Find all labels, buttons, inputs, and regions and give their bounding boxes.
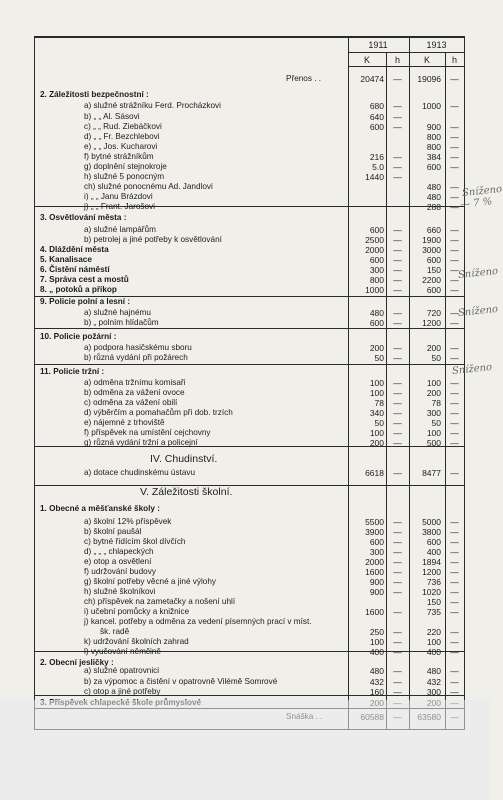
row-label: c) otop a jiné potřeby bbox=[84, 687, 161, 696]
section-rule bbox=[34, 364, 464, 365]
heller-dash-cell: — bbox=[450, 192, 459, 202]
heller-dash-cell: — bbox=[393, 408, 402, 418]
row-label: d) „ „ Fr. Bezchlebovi bbox=[84, 132, 160, 141]
amount-cell: 900 bbox=[369, 577, 384, 587]
scan-shadow bbox=[0, 700, 491, 800]
heller-dash-cell: — bbox=[393, 418, 402, 428]
heller-dash-cell: — bbox=[393, 162, 402, 172]
amount-cell: 200 bbox=[426, 343, 441, 353]
heller-dash-cell: — bbox=[393, 677, 402, 687]
heller-dash-cell: — bbox=[393, 687, 402, 697]
heller-dash-cell: — bbox=[393, 378, 402, 388]
amount-cell: 400 bbox=[426, 547, 441, 557]
heller-dash-cell: — bbox=[450, 527, 459, 537]
heller-dash-cell: — bbox=[450, 398, 459, 408]
amount-cell: 150 bbox=[426, 265, 441, 275]
heller-dash-cell: — bbox=[450, 353, 459, 363]
amount-cell: 1000 bbox=[365, 285, 384, 295]
heller-dash-cell: — bbox=[393, 74, 402, 84]
row-label: e) nájemné z trhoviště bbox=[84, 418, 165, 427]
amount-cell: 3000 bbox=[422, 245, 441, 255]
row-label: ch) příspěvek na zametačky a nošení uhlí bbox=[84, 597, 236, 606]
amount-cell: 432 bbox=[369, 677, 384, 687]
amount-cell: 800 bbox=[426, 142, 441, 152]
heller-dash-cell: — bbox=[450, 597, 459, 607]
amount-cell: 50 bbox=[374, 353, 384, 363]
amount-cell: 1000 bbox=[422, 101, 441, 111]
amount-cell: 480 bbox=[426, 192, 441, 202]
amount-cell: 78 bbox=[431, 398, 441, 408]
row-label: a) podpora hasičskému sboru bbox=[84, 343, 192, 352]
row-label: a) služné lampářům bbox=[84, 225, 156, 234]
row-label: a) služné hajnému bbox=[84, 308, 151, 317]
amount-cell: 1894 bbox=[422, 557, 441, 567]
amount-cell: 5500 bbox=[365, 517, 384, 527]
year-1911-header: 1911 bbox=[368, 40, 388, 50]
amount-cell: 600 bbox=[426, 537, 441, 547]
heller-dash-cell: — bbox=[450, 122, 459, 132]
amount-cell: 735 bbox=[426, 607, 441, 617]
heller-dash-cell: — bbox=[450, 408, 459, 418]
row-label: a) služné opatrovnici bbox=[84, 666, 160, 675]
amount-cell: 200 bbox=[369, 343, 384, 353]
heller-dash-cell: — bbox=[393, 567, 402, 577]
amount-cell: 288 bbox=[426, 202, 441, 212]
row-label: g) doplnění stejnokroje bbox=[84, 162, 167, 171]
heller-dash-cell: — bbox=[393, 557, 402, 567]
amount-cell: 600 bbox=[369, 122, 384, 132]
amount-cell: 100 bbox=[426, 428, 441, 438]
amount-cell: 5000 bbox=[422, 517, 441, 527]
amount-cell: 150 bbox=[426, 597, 441, 607]
year-1913-header: 1913 bbox=[426, 40, 447, 50]
row-label: a) dotace chudinskému ústavu bbox=[84, 468, 196, 477]
amount-cell: 100 bbox=[426, 378, 441, 388]
amount-cell: 640 bbox=[369, 112, 384, 122]
heller-dash-cell: — bbox=[393, 647, 402, 657]
amount-cell: 1600 bbox=[365, 567, 384, 577]
amount-cell: 2500 bbox=[365, 235, 384, 245]
heller-dash-cell: — bbox=[450, 318, 459, 328]
row-label: 9. Policie polní a lesní : bbox=[40, 297, 131, 306]
row-label: b) různá vydání při požárech bbox=[84, 353, 188, 362]
amount-cell: 1440 bbox=[365, 172, 384, 182]
row-label: b) školní paušál bbox=[84, 527, 142, 536]
row-label: h) služné školníkovi bbox=[84, 587, 156, 596]
amount-cell: 400 bbox=[426, 647, 441, 657]
h-header-1913: h bbox=[451, 55, 457, 65]
heller-dash-cell: — bbox=[393, 468, 402, 478]
section-rule bbox=[34, 328, 464, 329]
amount-cell: 100 bbox=[369, 428, 384, 438]
heller-dash-cell: — bbox=[450, 537, 459, 547]
heller-dash-cell: — bbox=[393, 388, 402, 398]
heller-dash-cell: — bbox=[393, 122, 402, 132]
amount-cell: 300 bbox=[426, 408, 441, 418]
amount-cell: 340 bbox=[369, 408, 384, 418]
row-label: a) odměna tržnímu komisaři bbox=[84, 378, 186, 387]
heller-dash-cell: — bbox=[450, 687, 459, 697]
row-label: ch) služné ponocnému Ad. Jandlovi bbox=[84, 182, 213, 191]
amount-cell: 200 bbox=[426, 388, 441, 398]
heller-dash-cell: — bbox=[450, 587, 459, 597]
amount-cell: 100 bbox=[369, 637, 384, 647]
amount-cell: 480 bbox=[426, 182, 441, 192]
heller-dash-cell: — bbox=[450, 677, 459, 687]
amount-cell: 216 bbox=[369, 152, 384, 162]
top-rule bbox=[34, 36, 464, 38]
heller-dash-cell: — bbox=[393, 112, 402, 122]
amount-cell: 8477 bbox=[422, 468, 441, 478]
amount-cell: 600 bbox=[369, 255, 384, 265]
heller-dash-cell: — bbox=[393, 517, 402, 527]
row-label: V. Záležitosti školní. bbox=[140, 486, 233, 498]
amount-cell: 1600 bbox=[365, 607, 384, 617]
heller-dash-cell: — bbox=[450, 388, 459, 398]
amount-cell: 400 bbox=[369, 647, 384, 657]
heller-dash-cell: — bbox=[393, 225, 402, 235]
heller-dash-cell: — bbox=[450, 235, 459, 245]
right-edge-line bbox=[464, 36, 465, 730]
row-label: 3. Osvětlování města : bbox=[40, 213, 127, 222]
heller-dash-cell: — bbox=[450, 378, 459, 388]
amount-cell: 600 bbox=[369, 225, 384, 235]
amount-cell: 100 bbox=[426, 637, 441, 647]
amount-cell: 200 bbox=[369, 438, 384, 448]
k-header-1911: K bbox=[363, 55, 370, 65]
row-label: IV. Chudinství. bbox=[150, 453, 218, 465]
heller-dash-cell: — bbox=[393, 255, 402, 265]
amount-cell: 100 bbox=[369, 388, 384, 398]
row-label: b) odměna za vážení ovoce bbox=[84, 388, 185, 397]
pencil-note: — 7 % bbox=[459, 196, 493, 211]
row-label: d) výběrčím a pomahačům při dob. trzích bbox=[84, 408, 233, 417]
amount-cell: 160 bbox=[369, 687, 384, 697]
heller-dash-cell: — bbox=[393, 537, 402, 547]
row-label: b) za výpomoc a čistění v opatrovně Vilémě Somrové bbox=[84, 677, 278, 686]
heller-dash-cell: — bbox=[393, 587, 402, 597]
col-h1-left-line bbox=[386, 52, 387, 730]
heller-dash-cell: — bbox=[450, 343, 459, 353]
heller-dash-cell: — bbox=[450, 577, 459, 587]
row-label: 6. Čistění náměstí bbox=[40, 265, 110, 274]
pencil-note: Sníženo bbox=[457, 303, 499, 320]
amount-cell: 432 bbox=[426, 677, 441, 687]
heller-dash-cell: — bbox=[393, 235, 402, 245]
heller-dash-cell: — bbox=[393, 428, 402, 438]
heller-dash-cell: — bbox=[450, 647, 459, 657]
heller-dash-cell: — bbox=[450, 265, 459, 275]
row-label: b) „ polním hlídačům bbox=[84, 318, 159, 327]
row-label: g) různá vydání tržní a policejní bbox=[84, 438, 198, 447]
row-label: f) udržování budovy bbox=[84, 567, 156, 576]
h-header-1911: h bbox=[394, 55, 400, 65]
amount-cell: 50 bbox=[431, 418, 441, 428]
heller-dash-cell: — bbox=[393, 637, 402, 647]
amount-cell: 3900 bbox=[365, 527, 384, 537]
heller-dash-cell: — bbox=[450, 438, 459, 448]
heller-dash-cell: — bbox=[393, 398, 402, 408]
heller-dash-cell: — bbox=[450, 142, 459, 152]
left-margin-line bbox=[34, 36, 35, 730]
amount-cell: 300 bbox=[369, 547, 384, 557]
header-mid-rule bbox=[348, 52, 464, 53]
amount-cell: 3800 bbox=[422, 527, 441, 537]
k-header-1913: K bbox=[423, 55, 430, 65]
amount-cell: 78 bbox=[374, 398, 384, 408]
row-label: 2. Záležitosti bezpečnostní : bbox=[40, 90, 149, 99]
heller-dash-cell: — bbox=[393, 245, 402, 255]
heller-dash-cell: — bbox=[450, 101, 459, 111]
amount-cell: 5.0 bbox=[372, 162, 384, 172]
row-label: 4. Dláždění města bbox=[40, 245, 109, 254]
section-rule bbox=[34, 485, 464, 486]
heller-dash-cell: — bbox=[450, 182, 459, 192]
heller-dash-cell: — bbox=[450, 428, 459, 438]
heller-dash-cell: — bbox=[450, 418, 459, 428]
row-label: c) bytné řídícím škol dívčích bbox=[84, 537, 186, 546]
row-label: b) petrolej a jiné potřeby k osvětlování bbox=[84, 235, 222, 244]
pencil-note: Sníženo bbox=[451, 361, 493, 378]
pencil-note: Sníženo bbox=[457, 265, 499, 282]
amount-cell: 500 bbox=[426, 438, 441, 448]
heller-dash-cell: — bbox=[450, 567, 459, 577]
row-label: 1. Obecné a měšťanské školy : bbox=[40, 504, 160, 513]
heller-dash-cell: — bbox=[393, 607, 402, 617]
row-label: c) „ „ Rud. Ziebáčkovi bbox=[84, 122, 162, 131]
amount-cell: 2000 bbox=[365, 557, 384, 567]
heller-dash-cell: — bbox=[450, 285, 459, 295]
row-label: e) „ „ Jos. Kucharovi bbox=[84, 142, 158, 151]
amount-cell: 680 bbox=[369, 101, 384, 111]
heller-dash-cell: — bbox=[450, 132, 459, 142]
row-label: j) „ „ Frant. Jarošovi bbox=[84, 202, 155, 211]
amount-cell: 720 bbox=[426, 308, 441, 318]
heller-dash-cell: — bbox=[450, 607, 459, 617]
row-label: i) učební pomůcky a knižnice bbox=[84, 607, 190, 616]
heller-dash-cell: — bbox=[450, 557, 459, 567]
row-label: 11. Policie tržní : bbox=[40, 367, 105, 376]
amount-cell: 300 bbox=[426, 687, 441, 697]
header-bottom-rule bbox=[348, 66, 464, 67]
heller-dash-cell: — bbox=[450, 225, 459, 235]
heller-dash-cell: — bbox=[393, 438, 402, 448]
heller-dash-cell: — bbox=[450, 517, 459, 527]
heller-dash-cell: — bbox=[393, 318, 402, 328]
amount-cell: 300 bbox=[369, 265, 384, 275]
row-label: i) „ „ Janu Brázdovi bbox=[84, 192, 153, 201]
amount-cell: 480 bbox=[369, 308, 384, 318]
amount-cell: 6618 bbox=[365, 468, 384, 478]
row-label: k) udržování školních zahrad bbox=[84, 637, 189, 646]
amount-cell: 480 bbox=[426, 666, 441, 676]
row-label: a) služné strážníku Ferd. Procházkovi bbox=[84, 101, 221, 110]
heller-dash-cell: — bbox=[393, 275, 402, 285]
heller-dash-cell: — bbox=[450, 666, 459, 676]
heller-dash-cell: — bbox=[450, 275, 459, 285]
amount-cell: 600 bbox=[369, 537, 384, 547]
amount-cell: 480 bbox=[369, 666, 384, 676]
heller-dash-cell: — bbox=[393, 627, 402, 637]
row-label: f) příspěvek na umístění cejchovny bbox=[84, 428, 211, 437]
row-label: šk. radě bbox=[100, 627, 130, 636]
heller-dash-cell: — bbox=[450, 255, 459, 265]
row-label: b) „ „ Al. Sásovi bbox=[84, 112, 140, 121]
amount-cell: 800 bbox=[426, 132, 441, 142]
heller-dash-cell: — bbox=[450, 152, 459, 162]
heller-dash-cell: — bbox=[393, 666, 402, 676]
amount-cell: 1200 bbox=[422, 318, 441, 328]
pencil-note: Sníženo bbox=[461, 183, 503, 200]
heller-dash-cell: — bbox=[393, 265, 402, 275]
row-label: g) školní potřeby věcné a jiné výlohy bbox=[84, 577, 216, 586]
row-label: 5. Kanalisace bbox=[40, 255, 92, 264]
amount-cell: 1900 bbox=[422, 235, 441, 245]
amount-cell: 1200 bbox=[422, 567, 441, 577]
heller-dash-cell: — bbox=[450, 637, 459, 647]
row-label: d) „ „ „ chlapeckých bbox=[84, 547, 154, 556]
row-label: h) služné 5 ponocným bbox=[84, 172, 165, 181]
amount-cell: 50 bbox=[374, 418, 384, 428]
heller-dash-cell: — bbox=[450, 627, 459, 637]
heller-dash-cell: — bbox=[450, 547, 459, 557]
heller-dash-cell: — bbox=[393, 527, 402, 537]
heller-dash-cell: — bbox=[393, 101, 402, 111]
amount-cell: 600 bbox=[426, 285, 441, 295]
amount-cell: 19096 bbox=[417, 74, 441, 84]
heller-dash-cell: — bbox=[393, 308, 402, 318]
row-label: f) bytné strážníkům bbox=[84, 152, 154, 161]
heller-dash-cell: — bbox=[450, 308, 459, 318]
amount-cell: 50 bbox=[431, 353, 441, 363]
row-label: 7. Správa cest a mostů bbox=[40, 275, 129, 284]
amount-cell: 1020 bbox=[422, 587, 441, 597]
amount-cell: 736 bbox=[426, 577, 441, 587]
row-label: j) kancel. potřeby a odměna za vedení písemných prací v míst. bbox=[84, 617, 312, 626]
amount-cell: 600 bbox=[369, 318, 384, 328]
amount-cell: 900 bbox=[369, 587, 384, 597]
heller-dash-cell: — bbox=[393, 353, 402, 363]
heller-dash-cell: — bbox=[393, 547, 402, 557]
row-label: a) školní 12% příspěvek bbox=[84, 517, 172, 526]
heller-dash-cell: — bbox=[393, 172, 402, 182]
amount-cell: 660 bbox=[426, 225, 441, 235]
amount-cell: 900 bbox=[426, 122, 441, 132]
heller-dash-cell: — bbox=[450, 162, 459, 172]
amount-cell: 800 bbox=[369, 275, 384, 285]
amount-cell: 220 bbox=[426, 627, 441, 637]
amount-cell: 600 bbox=[426, 162, 441, 172]
heller-dash-cell: — bbox=[450, 202, 459, 212]
row-label: Přenos . . bbox=[286, 74, 322, 83]
row-label: c) odměna za vážení obilí bbox=[84, 398, 178, 407]
heller-dash-cell: — bbox=[450, 468, 459, 478]
heller-dash-cell: — bbox=[393, 152, 402, 162]
heller-dash-cell: — bbox=[450, 74, 459, 84]
row-label: l) vyučování němčině bbox=[84, 647, 161, 656]
heller-dash-cell: — bbox=[393, 343, 402, 353]
amount-cell: 2200 bbox=[422, 275, 441, 285]
amount-cell: 250 bbox=[369, 627, 384, 637]
row-label: 8. „ potoků a příkop bbox=[40, 285, 117, 294]
amount-cell: 100 bbox=[369, 378, 384, 388]
row-label: e) otop a osvětlení bbox=[84, 557, 152, 566]
amount-cell: 2000 bbox=[365, 245, 384, 255]
amount-cell: 384 bbox=[426, 152, 441, 162]
amount-cell: 600 bbox=[426, 255, 441, 265]
heller-dash-cell: — bbox=[450, 245, 459, 255]
amount-cell: 20474 bbox=[360, 74, 384, 84]
row-label: 10. Policie požární : bbox=[40, 332, 117, 341]
heller-dash-cell: — bbox=[393, 285, 402, 295]
row-label: 2. Obecní jesličky : bbox=[40, 658, 114, 667]
heller-dash-cell: — bbox=[393, 577, 402, 587]
